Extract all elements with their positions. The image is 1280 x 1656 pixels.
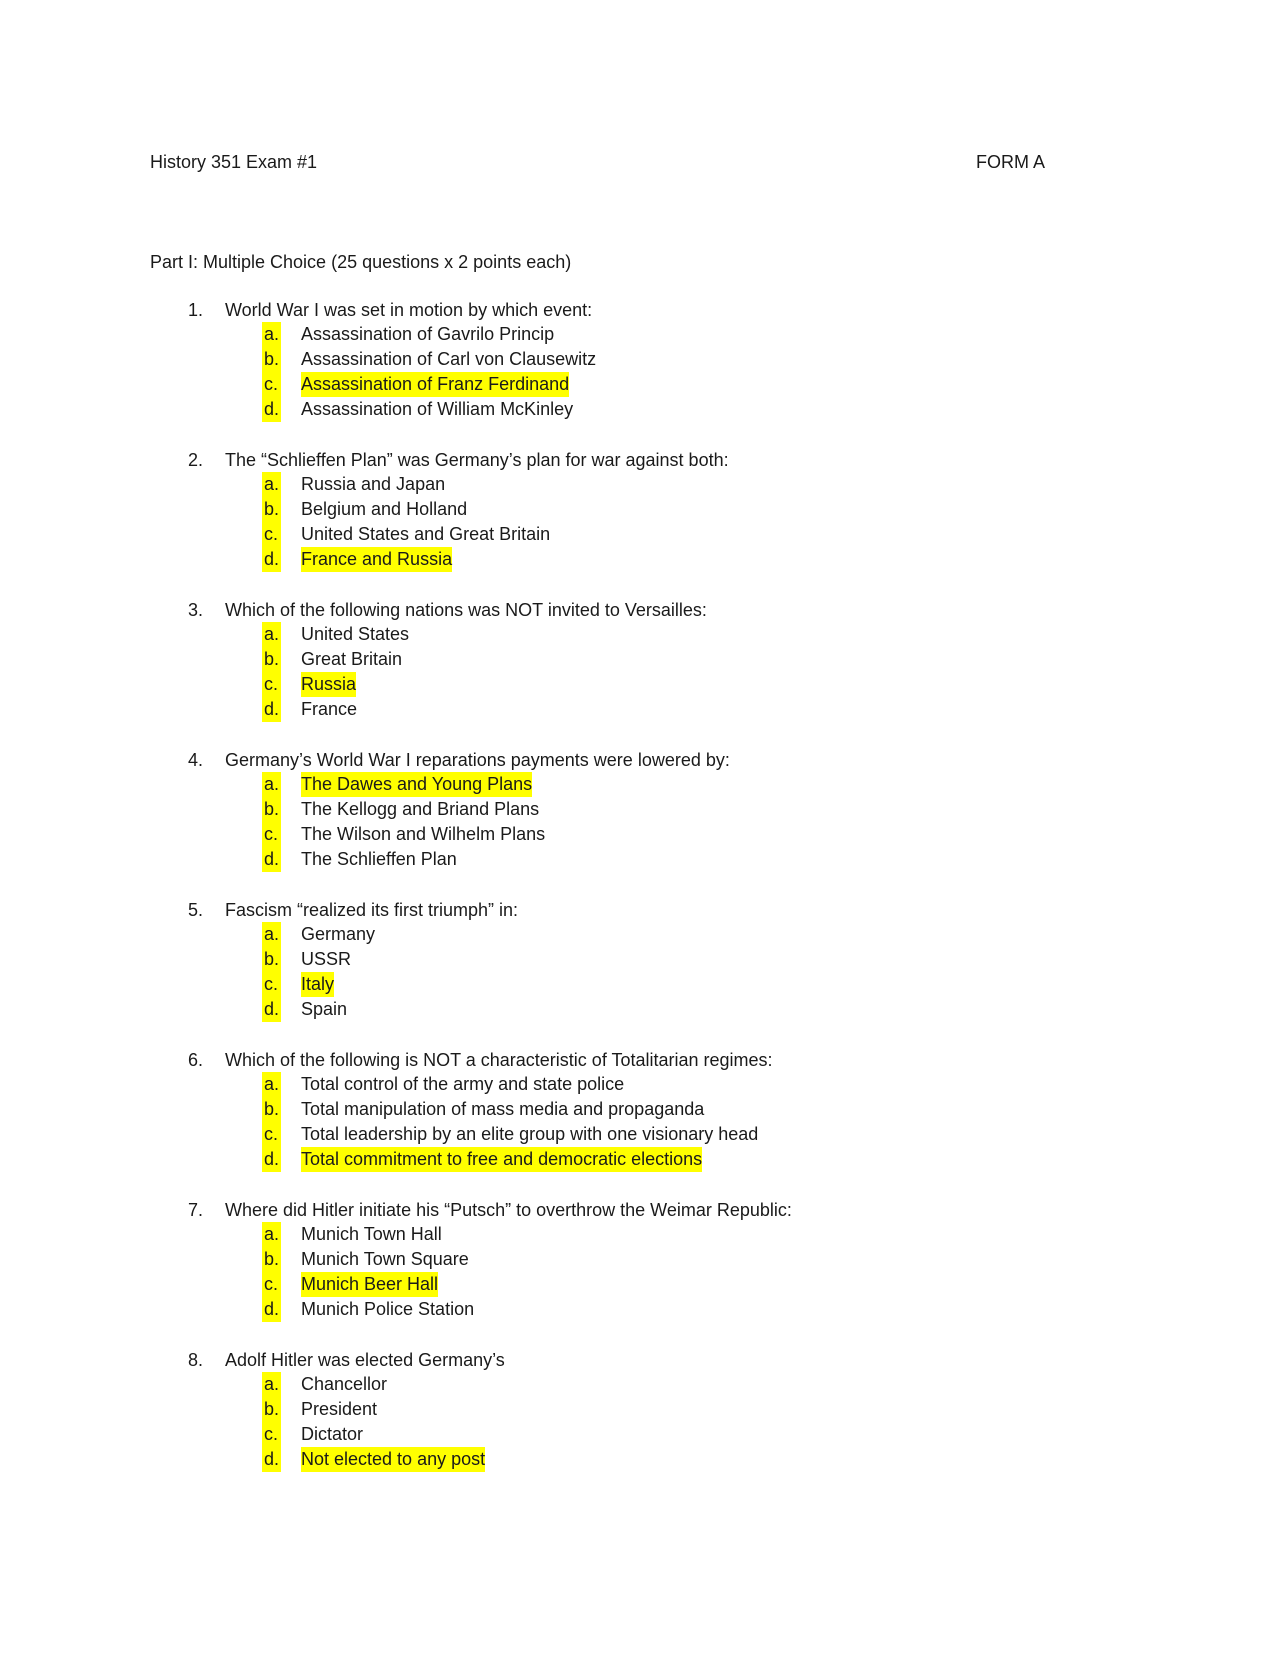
option-text: USSR bbox=[301, 949, 352, 969]
option-c bbox=[262, 522, 550, 547]
option-a bbox=[262, 622, 409, 647]
option-text: The Wilson and Wilhelm Plans bbox=[301, 824, 546, 844]
option-d bbox=[262, 697, 357, 722]
option-text: France and Russia bbox=[301, 547, 452, 572]
option-label: a. bbox=[262, 1072, 281, 1097]
option-text: Not elected to any post bbox=[301, 1447, 485, 1472]
option-label: a. bbox=[262, 622, 281, 647]
option-c bbox=[262, 822, 545, 847]
option-a-correct-answer bbox=[262, 772, 532, 797]
option-label: d. bbox=[262, 397, 281, 422]
option-d-correct-answer bbox=[262, 1447, 485, 1472]
option-text: Total leadership by an elite group with one visionary head bbox=[301, 1124, 759, 1144]
option-a bbox=[262, 472, 445, 497]
option-text: Munich Police Station bbox=[301, 1299, 475, 1319]
option-c bbox=[262, 1122, 758, 1147]
exam-title: History 351 Exam #1 bbox=[150, 152, 318, 172]
option-a bbox=[262, 322, 554, 347]
option-text: France bbox=[301, 699, 358, 719]
option-label: b. bbox=[262, 497, 281, 522]
option-label: a. bbox=[262, 322, 281, 347]
question-text: Which of the following nations was NOT invited to Versailles: bbox=[225, 600, 707, 620]
option-d bbox=[262, 1297, 474, 1322]
question-number: 6. bbox=[188, 1050, 204, 1070]
option-text: Spain bbox=[301, 999, 348, 1019]
question-text: Germany’s World War I reparations payments were lowered by: bbox=[225, 750, 730, 770]
option-text: Chancellor bbox=[301, 1374, 388, 1394]
option-label: d. bbox=[262, 1447, 281, 1472]
option-c-correct-answer bbox=[262, 972, 334, 997]
option-text: Assassination of Gavrilo Princip bbox=[301, 324, 555, 344]
option-label: d. bbox=[262, 997, 281, 1022]
option-text: Great Britain bbox=[301, 649, 403, 669]
option-label: a. bbox=[262, 772, 281, 797]
option-text: The Schlieffen Plan bbox=[301, 849, 457, 869]
option-c bbox=[262, 1422, 363, 1447]
option-d bbox=[262, 997, 347, 1022]
option-a bbox=[262, 1072, 624, 1097]
option-text: Munich Town Square bbox=[301, 1249, 469, 1269]
option-d bbox=[262, 397, 573, 422]
option-d-correct-answer bbox=[262, 1147, 702, 1172]
option-b bbox=[262, 497, 467, 522]
option-text: The Kellogg and Briand Plans bbox=[301, 799, 540, 819]
option-label: c. bbox=[262, 1122, 281, 1147]
option-text: United States bbox=[301, 624, 410, 644]
option-b bbox=[262, 947, 351, 972]
option-b bbox=[262, 647, 402, 672]
option-label: d. bbox=[262, 1297, 281, 1322]
option-text: Russia bbox=[301, 672, 356, 697]
option-d bbox=[262, 847, 457, 872]
option-label: d. bbox=[262, 847, 281, 872]
option-label: c. bbox=[262, 1272, 281, 1297]
option-text: Total control of the army and state police bbox=[301, 1074, 625, 1094]
option-a bbox=[262, 1372, 387, 1397]
option-text: United States and Great Britain bbox=[301, 524, 551, 544]
option-text: President bbox=[301, 1399, 378, 1419]
option-text: Russia and Japan bbox=[301, 474, 446, 494]
question-text: Adolf Hitler was elected Germany’s bbox=[225, 1350, 505, 1370]
option-label: c. bbox=[262, 522, 281, 547]
option-b bbox=[262, 797, 539, 822]
option-label: a. bbox=[262, 1222, 281, 1247]
option-text: Assassination of Franz Ferdinand bbox=[301, 372, 569, 397]
option-c-correct-answer bbox=[262, 372, 569, 397]
option-text: Munich Beer Hall bbox=[301, 1272, 438, 1297]
option-text: Total manipulation of mass media and propaganda bbox=[301, 1099, 705, 1119]
option-label: c. bbox=[262, 822, 281, 847]
option-label: b. bbox=[262, 947, 281, 972]
part-title: Part I: Multiple Choice (25 questions x 2 points each) bbox=[150, 252, 572, 272]
question-text: Which of the following is NOT a characteristic of Totalitarian regimes: bbox=[225, 1050, 773, 1070]
option-b bbox=[262, 1247, 469, 1272]
option-b bbox=[262, 347, 596, 372]
option-label: b. bbox=[262, 347, 281, 372]
option-c-correct-answer bbox=[262, 672, 356, 697]
question-text: World War I was set in motion by which event: bbox=[225, 300, 593, 320]
option-b bbox=[262, 1097, 704, 1122]
option-label: b. bbox=[262, 797, 281, 822]
option-label: d. bbox=[262, 1147, 281, 1172]
question-number: 1. bbox=[188, 300, 204, 320]
option-label: d. bbox=[262, 697, 281, 722]
question-text: The “Schlieffen Plan” was Germany’s plan for war against both: bbox=[225, 450, 729, 470]
option-label: d. bbox=[262, 547, 281, 572]
option-label: c. bbox=[262, 1422, 281, 1447]
exam-form-label: FORM A bbox=[976, 152, 1046, 172]
option-label: c. bbox=[262, 972, 281, 997]
question-number: 8. bbox=[188, 1350, 204, 1370]
option-text: Dictator bbox=[301, 1424, 364, 1444]
option-a bbox=[262, 922, 375, 947]
option-text: Munich Town Hall bbox=[301, 1224, 442, 1244]
question-number: 7. bbox=[188, 1200, 204, 1220]
option-label: b. bbox=[262, 1097, 281, 1122]
option-label: a. bbox=[262, 1372, 281, 1397]
option-text: Belgium and Holland bbox=[301, 499, 468, 519]
option-text: Italy bbox=[301, 972, 334, 997]
question-number: 4. bbox=[188, 750, 204, 770]
question-text: Where did Hitler initiate his “Putsch” to overthrow the Weimar Republic: bbox=[225, 1200, 792, 1220]
option-a bbox=[262, 1222, 442, 1247]
option-text: Germany bbox=[301, 924, 376, 944]
option-text: Assassination of William McKinley bbox=[301, 399, 574, 419]
option-label: c. bbox=[262, 372, 281, 397]
option-label: a. bbox=[262, 472, 281, 497]
option-text: Assassination of Carl von Clausewitz bbox=[301, 349, 597, 369]
option-d-correct-answer bbox=[262, 547, 452, 572]
option-label: b. bbox=[262, 1397, 281, 1422]
option-label: a. bbox=[262, 922, 281, 947]
option-text: Total commitment to free and democratic elections bbox=[301, 1147, 702, 1172]
question-text: Fascism “realized its first triumph” in: bbox=[225, 900, 519, 920]
option-label: b. bbox=[262, 1247, 281, 1272]
question-number: 3. bbox=[188, 600, 204, 620]
option-label: c. bbox=[262, 672, 281, 697]
option-b bbox=[262, 1397, 377, 1422]
option-c-correct-answer bbox=[262, 1272, 438, 1297]
question-number: 2. bbox=[188, 450, 204, 470]
option-text: The Dawes and Young Plans bbox=[301, 772, 532, 797]
option-label: b. bbox=[262, 647, 281, 672]
question-number: 5. bbox=[188, 900, 204, 920]
